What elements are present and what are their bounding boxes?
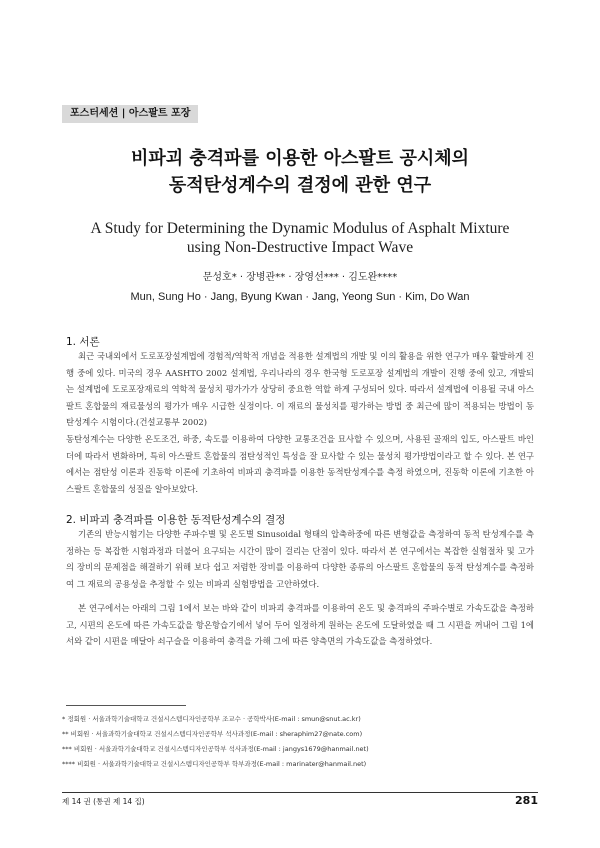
intro-paragraph-2: 동탄성계수는 다양한 온도조건, 하중, 속도를 이용하여 다양한 교통조건을 묘사할 수 있으며, 사용된 골재의 입도, 아스팔트 바인더에 따라서 변화하며, 특히 아스팔트 혼합물의 점탄성적인 특성을 잘 묘사할 수 있는 물성치 평가방법이라고 할 수 있다. 본 연구에서는 점탄성 이론과 진동학 이론에 기초하여 비파괴 충격파를 이용한 동적탄성계수를 측정 하였으며, 진동학 이론에 기초한 아스팔트 혼합물의 성질을 알아보았다. [66,434,534,494]
authors-korean: 문성호* · 장병관** · 장영선*** · 김도완**** [202,272,398,283]
title-korean-line-2: 동적탄성계수의 결정에 관한 연구 [168,175,432,196]
title-english-line-2: using Non-Destructive Impact Wave [186,239,414,256]
authors-english: Mun, Sung Ho · Jang, Byung Kwan · Jang, Yeong Sun · Kim, Do Wan [130,291,470,303]
method-paragraph-1: 기존의 반능시험기는 다양한 주파수별 및 온도별 Sinusoidal 형태의 압축하중에 따른 변형값을 측정하여 동적 탄성계수를 측정하는 등 복잡한 시험과정과 더불어 요구되는 시간이 많이 걸리는 단점이 있다. 따라서 본 연구에서는 복잡한 실험절차 및 고가의 장비의 문제점을 해결하기 위해 보다 쉽고 저렴한 장비를 이용하여 다양한 종류의 아스팔트 혼합물의 동적 탄성계수를 측정하여 그 재료의 공용성을 추정할 수 있는 비파괴 실험방법을 고안하였다. [66,529,534,589]
footnote-author-4: **** 비회원 · 서울과학기술대학교 건설시스템디자인공학부 학부과정(E-mail : marinater@hanmail.net) [62,760,367,768]
footnote-author-1: * 정회원 · 서울과학기술대학교 건설시스템디자인공학부 조교수 · 공학박사(E-mail : smun@snut.ac.kr) [62,715,361,723]
section-heading-method: 2. 비파괴 충격파를 이용한 동적탄성계수의 결정 [66,514,286,526]
method-paragraph-2: 본 연구에서는 아래의 그림 1에서 보는 바와 같이 비파괴 충격파를 이용하여 온도 및 충격파의 주파수별로 가속도값을 측정하고, 시편의 온도에 따른 가속도값을 항온항습기에서 넣어 두어 일정하게 원하는 온도에 도달하였을 때 그 시편을 꺼내어 그림 1에서와 같이 시편을 매달아 쇠구슬을 이용하여 충격을 가해 그에 따른 양측면의 가속도값을 측정하였다. [66,603,534,647]
intro-paragraph-1: 최근 국내외에서 도로포장설계법에 경험적/역학적 개념을 적용한 설계법의 개발 및 이의 활용을 위한 연구가 매우 활발하게 진행 중에 있다. 미국의 경우 AASHTO 2002 설계법, 우리나라의 경우 한국형 도로포장 설계법의 개발이 진행 중에 있고, 개발되는 설계법에 도로포장재료의 역학적 물성치 평가가가 상당히 중요한 역할 하게 구성되어 있다. 따라서 설계법에 이용될 국내 아스팔트 혼합물의 재료물성의 평가가 매우 시급한 실정이다. 이 재료의 물성치를 평가하는 방법 중 최근에 많이 적용되는 방법이 동탄성계수 시험이다.(건설교통부 2002) [66,351,534,428]
title-korean-line-1: 비파괴 충격파를 이용한 아스팔트 공시체의 [130,148,470,169]
footer-divider [62,792,538,793]
title-english-line-1: A Study for Determining the Dynamic Modulus of Asphalt Mixture [90,220,510,237]
section-heading-introduction: 1. 서론 [66,336,100,348]
footer-volume: 제 14 권 (통권 제 14 집) [62,797,145,806]
footnote-author-2: ** 비회원 · 서울과학기술대학교 건설시스템디자인공학부 석사과정(E-mail : sheraphim27@nate.com) [62,730,363,738]
session-tag: 포스터세션 | 아스팔트 포장 [62,105,198,123]
footnote-divider [66,705,186,706]
page-number: 281 [515,794,538,807]
footnote-author-3: *** 비회원 · 서울과학기술대학교 건설시스템디자인공학부 석사과정(E-mail : jangys1679@hanmail.net) [62,745,369,753]
